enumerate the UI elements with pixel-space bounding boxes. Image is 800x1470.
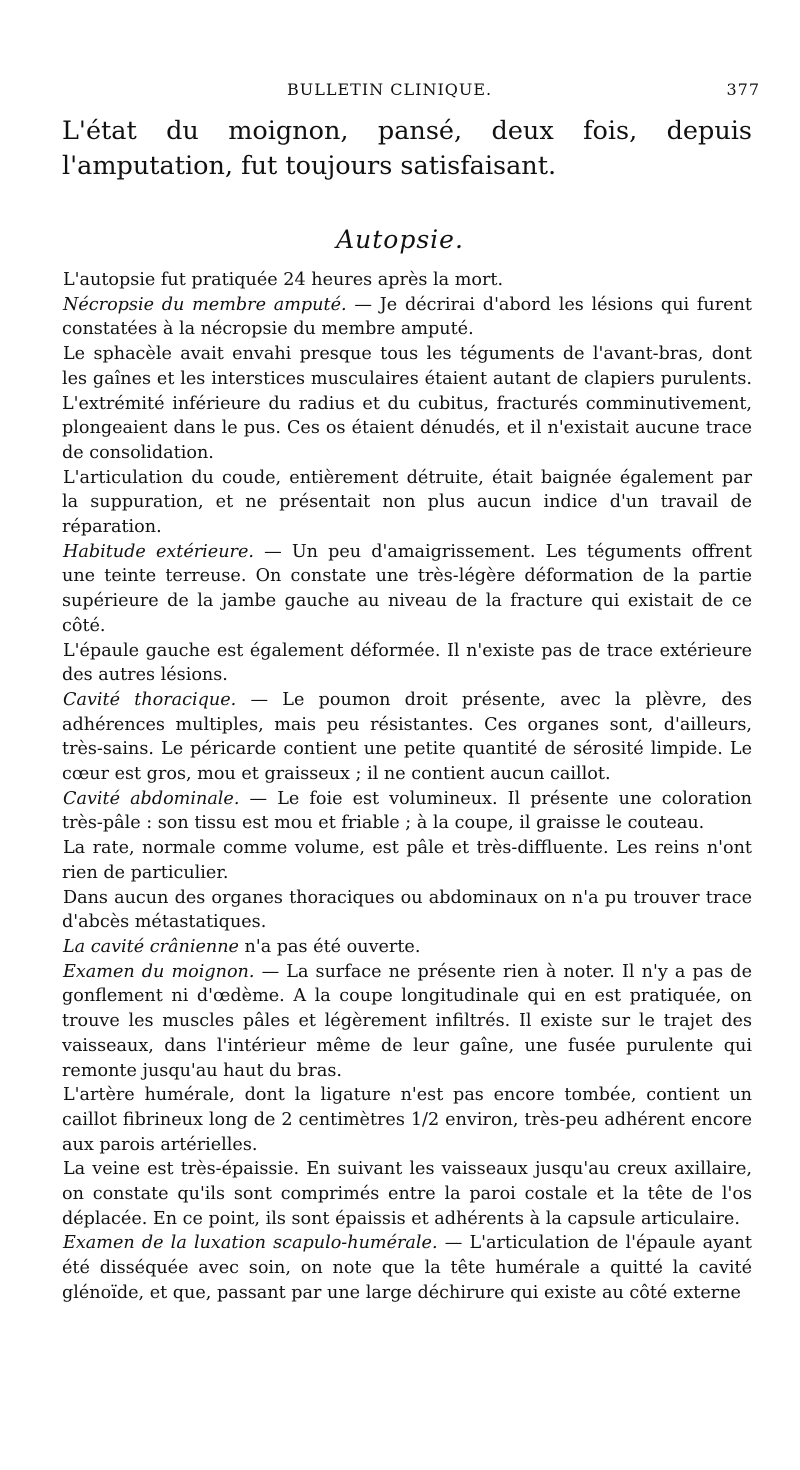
paragraph bbox=[62, 960, 752, 1084]
paragraph-italic: Nécropsie du membre amputé. bbox=[63, 294, 347, 315]
paragraph-text: L'épaule gauche est également déformée. Il n'existe pas de trace extérieure des autres lésions. bbox=[62, 640, 752, 686]
paragraph bbox=[62, 639, 752, 688]
paragraph-italic: Examen de la luxation scapulo-humérale. bbox=[63, 1233, 438, 1254]
paragraph-text: n'a pas été ouverte. bbox=[238, 936, 421, 957]
paragraph-text: La veine est très-épaissie. En suivant les vaisseaux jusqu'au creux axillaire, on constate qu'ils sont comprimés entre la paroi costale et la tête de l'os déplacée. En ce point, ils sont épaissis et adhérents à la capsule articulaire. bbox=[62, 1159, 752, 1229]
paragraph bbox=[62, 787, 752, 836]
paragraph bbox=[62, 1157, 752, 1231]
running-title: BULLETIN CLINIQUE. bbox=[287, 80, 493, 99]
paragraph bbox=[62, 466, 752, 540]
paragraph-text: — La surface ne présente rien à noter. Il n'y a pas de gonflement ni d'œdème. A la coupe longitudinale qui en est pratiquée, on trouve les muscles pâles et légèrement infiltrés. Il existe sur le trajet des vaisseaux, dans l'intérieur même de leur gaîne, une fusée purulente qui remonte jusqu'au haut du bras. bbox=[62, 961, 752, 1081]
paragraph-text: — Le foie est volumineux. Il présente une coloration très-pâle : son tissu est mou et friable ; à la coupe, il graisse le couteau. bbox=[62, 788, 752, 834]
paragraph bbox=[62, 1231, 752, 1305]
paragraph-text: La rate, normale comme volume, est pâle et très-diffluente. Les reins n'ont rien de particulier. bbox=[62, 838, 752, 883]
section-title: Autopsie. bbox=[336, 225, 464, 254]
paragraph bbox=[62, 268, 752, 293]
paragraph-text: Le sphacèle avait envahi presque tous les téguments de l'avant-bras, dont les gaînes et les interstices musculaires étaient autant de clapiers purulents. L'extrémité inférieure du radius et du cubitus, fracturés comminutivement, plongeaient dans le pus. Ces os étaient dénudés, et il n'existait aucune trace de consolidation. bbox=[62, 344, 752, 463]
paragraph bbox=[62, 935, 752, 960]
paragraph-text: L'articulation du coude, entièrement détruite, était baignée également par la suppuration, et ne présentait non plus aucun indice d'un travail de réparation. bbox=[62, 467, 752, 538]
paragraph-text: — Je décrirai d'abord les lésions qui furent constatées à la nécropsie du membre amputé. bbox=[62, 294, 752, 340]
paragraph-italic: Habitude extérieure. bbox=[63, 541, 254, 562]
page-number: 377 bbox=[726, 80, 760, 99]
body-text bbox=[62, 268, 752, 1306]
paragraph-italic: Cavité thoracique. bbox=[63, 689, 237, 710]
running-header bbox=[62, 80, 760, 106]
paragraph-text: — Un peu d'amaigrissement. Les téguments offrent une teinte terreuse. On constate une très-légère déformation de la partie supérieure de la jambe gauche au niveau de la fracture qui existait de ce côté. bbox=[62, 541, 752, 636]
paragraph bbox=[62, 540, 752, 639]
paragraph bbox=[62, 342, 752, 466]
paragraph bbox=[62, 1083, 752, 1157]
paragraph-text: L'autopsie fut pratiquée 24 heures après la mort. bbox=[63, 270, 504, 290]
paragraph-text: L'artère humérale, dont la ligature n'est pas encore tombée, contient un caillot fibrineux long de 2 centimètres 1/2 environ, très-peu adhérent encore aux parois artérielles. bbox=[62, 1085, 752, 1155]
paragraph bbox=[62, 688, 752, 787]
paragraph bbox=[62, 886, 752, 935]
lead-paragraph: L'état du moignon, pansé, deux fois, depuis l'amputation, fut toujours satisfaisant. bbox=[62, 116, 752, 181]
paragraph bbox=[62, 836, 752, 885]
paragraph-text: Dans aucun des organes thoraciques ou abdominaux on n'a pu trouver trace d'abcès métastatiques. bbox=[62, 887, 752, 933]
paragraph bbox=[62, 293, 752, 342]
paragraph-text: — L'articulation de l'épaule ayant été disséquée avec soin, on note que la tête humérale a quitté la cavité glénoïde, et que, passant par une large déchirure qui existe au côté externe bbox=[62, 1233, 752, 1303]
paragraph-text: — Le poumon droit présente, avec la plèvre, des adhérences multiples, mais peu résistantes. Ces organes sont, d'ailleurs, très-sains. Le péricarde contient une petite quantité de sérosité limpide. Le cœur est gros, mou et graisseux ; il ne contient aucun caillot. bbox=[62, 689, 752, 785]
paragraph-italic: La cavité crânienne bbox=[63, 936, 239, 957]
paragraph-italic: Cavité abdominale. bbox=[63, 788, 240, 809]
paragraph-italic: Examen du moignon. bbox=[63, 961, 255, 982]
